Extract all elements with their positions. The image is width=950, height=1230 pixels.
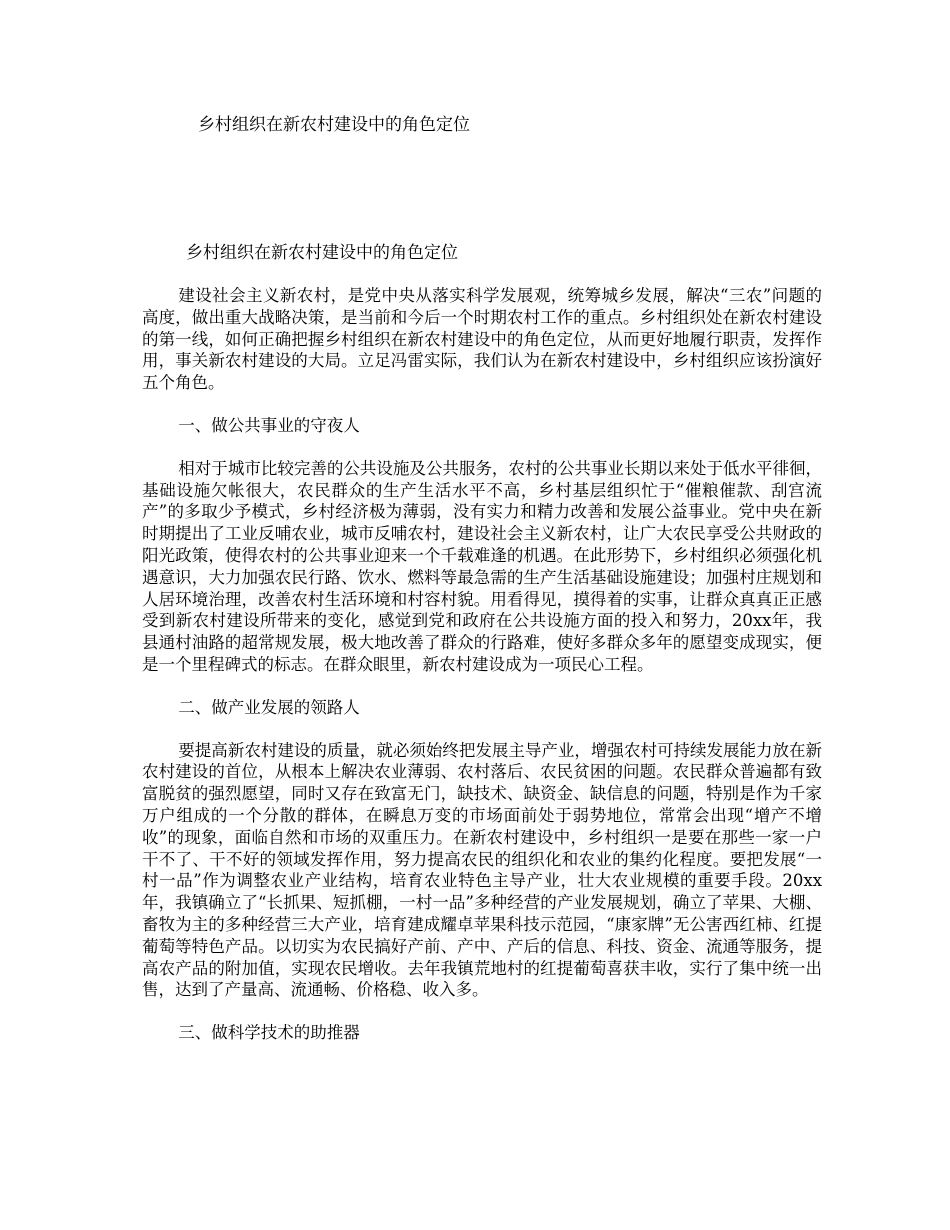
section-heading-industry: 二、做产业发展的领路人 xyxy=(178,697,360,717)
section-heading-public-affairs: 一、做公共事业的守夜人 xyxy=(178,415,360,435)
section-heading-technology: 三、做科学技术的助推器 xyxy=(178,1023,360,1043)
document-subtitle: 乡村组织在新农村建设中的角色定位 xyxy=(186,243,458,263)
document-title: 乡村组织在新农村建设中的角色定位 xyxy=(198,115,470,135)
section-body-industry: 要提高新农村建设的质量，就必须始终把发展主导产业，增强农村可持续发展能力放在新农村建设的首位，从根本上解决农业薄弱、农村落后、农民贫困的问题。农民群众普遍都有致富脱贫的强烈愿望，同时又存在致富无门，缺技术、缺资金、缺信息的问题，特别是作为千家万户组成的一个分散的群体，在瞬息万变的市场面前处于弱势地位，常常会出现“增产不增收”的现象，面临自然和市场的双重压力。在新农村建设中，乡村组织一是要在那些一家一户干不了、干不好的领域发挥作用，努力提高农民的组织化和农业的集约化程度。要把发展“一村一品”作为调整农业产业结构，培育农业特色主导产业，壮大农业规模的重要手段。20xx年，我镇确立了“长抓果、短抓棚，一村一品”多种经营的产业发展规划，确立了苹果、大棚、畜牧为主的多种经营三大产业，培育建成耀卓苹果科技示范园，“康家牌”无公害西红柿、红提葡萄等特色产品。以切实为农民搞好产前、产中、产后的信息、科技、资金、流通等服务，提高农产品的附加值，实现农民增收。去年我镇荒地村的红提葡萄喜获丰收，实行了集中统一出售，达到了产量高、流通畅、价格稳、收入多。 xyxy=(142,740,822,1000)
document-body xyxy=(142,242,822,1065)
intro-paragraph: 建设社会主义新农村，是党中央从落实科学发展观，统筹城乡发展，解决“三农”问题的高度，做出重大战略决策，是当前和今后一个时期农村工作的重点。乡村组织处在新农村建设的第一线，如何正确把握乡村组织在新农村建设中的角色定位，从而更好地履行职责，发挥作用，事关新农村建设的大局。立足冯雷实际，我们认为在新农村建设中，乡村组织应该扮演好五个角色。 xyxy=(142,286,822,393)
section-body-public-affairs: 相对于城市比较完善的公共设施及公共服务，农村的公共事业长期以来处于低水平徘徊，基础设施欠帐很大，农民群众的生产生活水平不高，乡村基层组织忙于“催粮催款、刮宫流产”的多取少予模式，乡村经济极为薄弱，没有实力和精力改善和发展公益事业。党中央在新时期提出了工业反哺农业，城市反哺农村，建设社会主义新农村，让广大农民享受公共财政的阳光政策，使得农村的公共事业迎来一个千载难逢的机遇。在此形势下，乡村组织必须强化机遇意识，大力加强农民行路、饮水、燃料等最急需的生产生活基础设施建设；加强村庄规划和人居环境治理，改善农村生活环境和村容村貌。用看得见，摸得着的实事，让群众真真正正感受到新农村建设所带来的变化，感觉到党和政府在公共设施方面的投入和努力，20xx年，我县通村油路的超常规发展，极大地改善了群众的行路难，使好多群众多年的愿望变成现实，便是一个里程碑式的标志。在群众眼里，新农村建设成为一项民心工程。 xyxy=(142,458,822,674)
